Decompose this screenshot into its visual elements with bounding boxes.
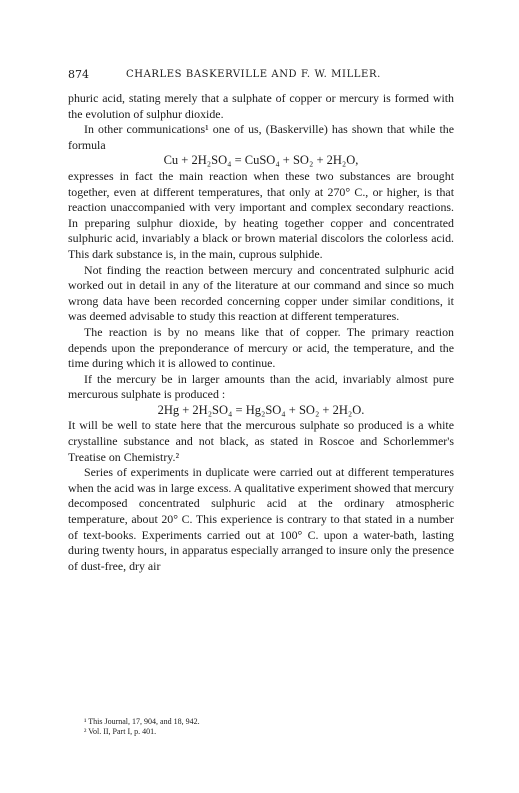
paragraph: It will be well to state here that the mercurous sulphate so produced is a white crystalline substance and not black, as stated in Roscoe and Schorlemmer's Treatise on Chemistry.² [68, 418, 454, 464]
footnote: ² Vol. II, Part I, p. 401. [84, 727, 157, 736]
equation: 2Hg + 2H₂SO₄ = Hg₂SO₄ + SO₂ + 2H₂O. [157, 402, 365, 417]
footnotes [84, 717, 444, 737]
paragraph: The reaction is by no means like that of copper. The primary reaction depends upon the preponderance of mercury or acid, the temperature, and the time during which it is allowed to continue. [68, 324, 454, 371]
paragraph: expresses in fact the main reaction when these two substances are brought together, even at different temperatures, that only at 270° C., or higher, is that reaction unaccompanied with very important and complex secondary reactions. In preparing sulphur dioxide, by heating together copper and concentrated sulphuric acid, invariably a black or brown material discolors the colorless acid. This dark substance is, in the main, cuprous sulphide. [68, 168, 454, 261]
page-number: 874 [68, 68, 89, 81]
paragraph: Not finding the reaction between mercury and concentrated sulphuric acid worked out in detail in any of the literature at our command and since so much wrong data have been recorded concerning copper under similar conditions, it was deemed advisable to study this reaction at different temperatures. [68, 262, 454, 324]
running-head: CHARLES BASKERVILLE AND F. W. MILLER. [126, 69, 381, 80]
body-text [68, 91, 454, 574]
paragraph: Series of experiments in duplicate were carried out at different temperatures when the acid was in large excess. A qualitative experiment showed that mercury decomposed concentrated sulphuric acid at the ordinary atmospheric temperature, about 20° C. This experience is contrary to that stated in a number of text-books. Experiments carried out at 100° C. upon a water-bath, lasting during twenty hours, in apparatus especially arranged to insure only the presence of dust-free, dry air [68, 465, 454, 573]
page-header [68, 68, 460, 86]
paragraph: In other communications¹ one of us, (Baskerville) has shown that while the formula [68, 122, 454, 152]
paragraph: If the mercury be in larger amounts than the acid, invariably almost pure mercurous sulphate is produced : [68, 371, 454, 402]
paragraph: phuric acid, stating merely that a sulphate of copper or mercury is formed with the evolution of sulphur dioxide. [68, 91, 454, 121]
footnote: ¹ This Journal, 17, 904, and 18, 942. [84, 717, 200, 726]
equation: Cu + 2H₂SO₄ = CuSO₄ + SO₂ + 2H₂O, [163, 153, 359, 168]
